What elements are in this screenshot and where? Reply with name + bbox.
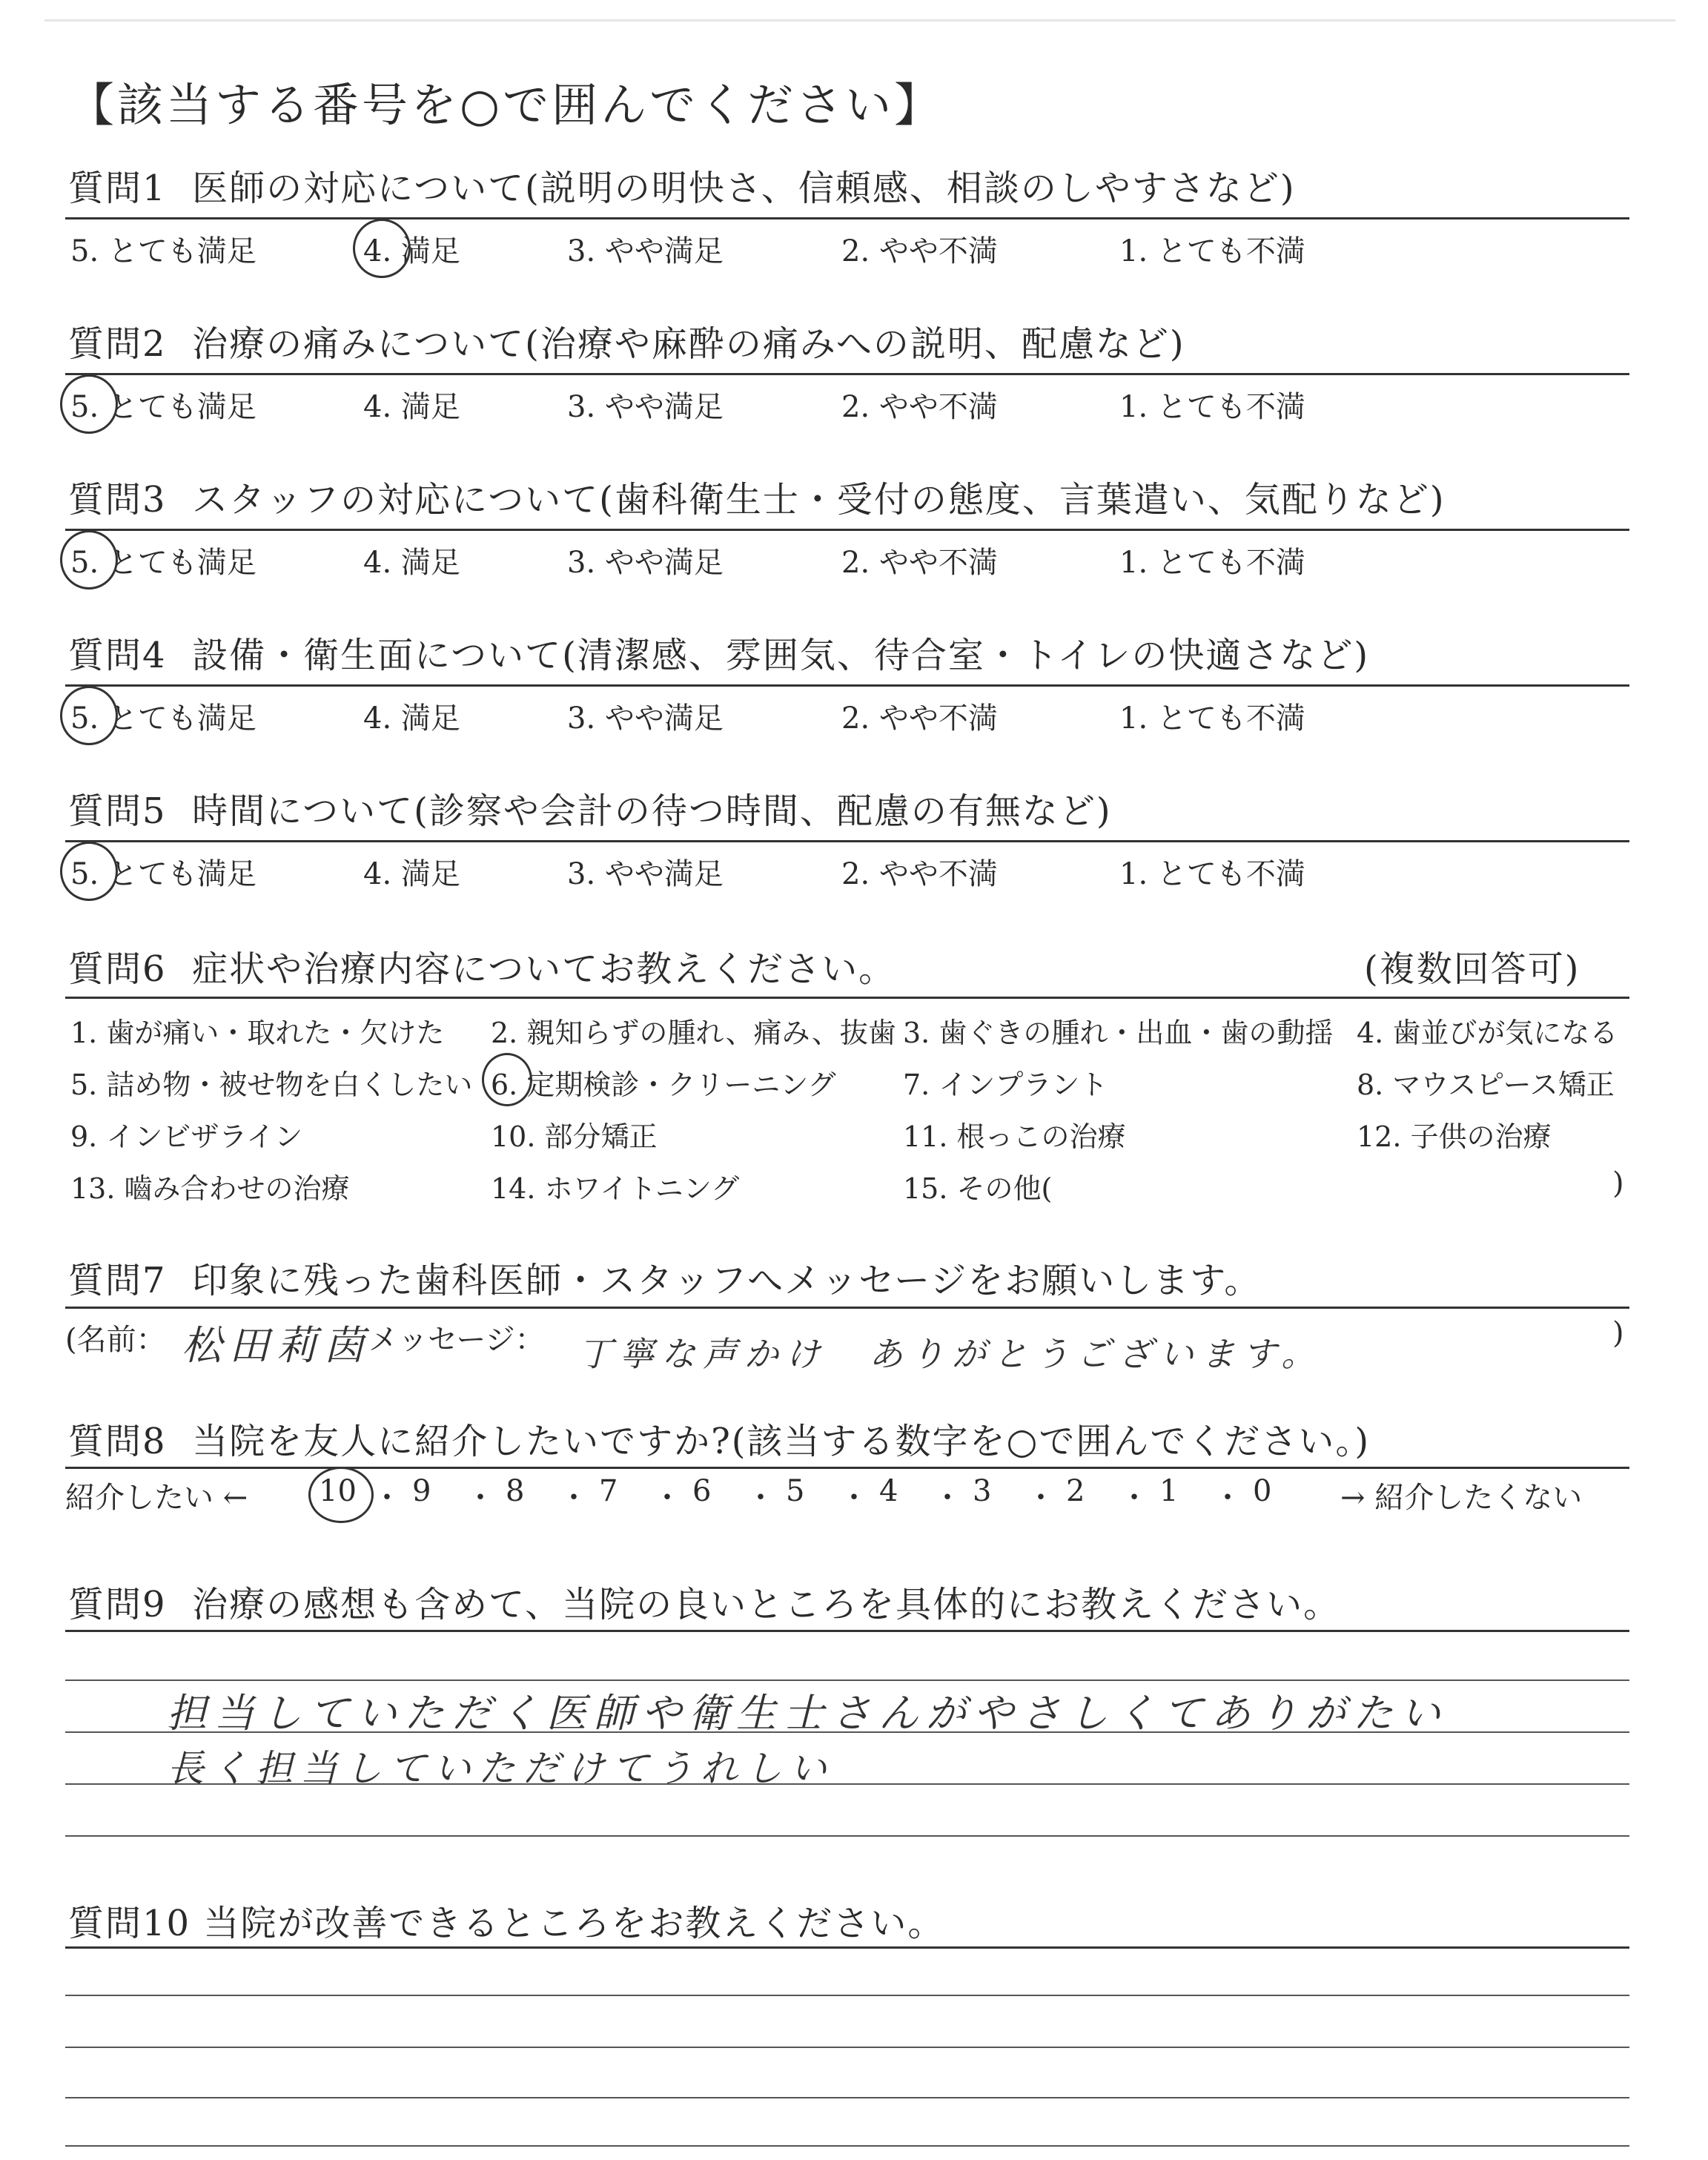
- q4-text: 設備・衛生面について(清潔感、雰囲気、待合室・トイレの快適さなど): [192, 635, 1370, 676]
- q7-heading: [68, 1252, 1261, 1303]
- q2-text: 治療の痛みについて(治療や麻酔の痛みへの説明、配慮など): [192, 323, 1185, 365]
- q6-option[interactable]: 1. 歯が痛い・取れた・欠けた: [70, 1017, 445, 1049]
- q2-option[interactable]: 4. 満足: [363, 390, 460, 424]
- selection-circle: [60, 530, 118, 589]
- q2-option[interactable]: 2. やや不満: [841, 390, 998, 424]
- q1-option[interactable]: 1. とても不満: [1119, 234, 1305, 268]
- q6-option[interactable]: 5. 詰め物・被せ物を白くしたい: [70, 1069, 473, 1101]
- q4-option[interactable]: 4. 満足: [363, 701, 460, 736]
- q9-label: 質問9: [68, 1584, 167, 1625]
- q4-label: 質問4: [68, 635, 167, 676]
- q6-option[interactable]: 10. 部分矯正: [491, 1120, 658, 1153]
- q8-scale-value[interactable]: 6: [692, 1474, 712, 1508]
- q9-text: 治療の感想も含めて、当院の良いところを具体的にお教えください。: [192, 1584, 1341, 1625]
- q8-heading: [68, 1413, 1370, 1464]
- q8-scale-value[interactable]: 2: [1066, 1474, 1085, 1508]
- q3-heading: [68, 471, 1446, 522]
- q10-label: 質問10: [68, 1903, 191, 1944]
- q5-option[interactable]: 4. 満足: [363, 857, 460, 891]
- q6-rule: [65, 997, 1629, 999]
- q9-heading: [68, 1576, 1340, 1627]
- q8-scale-value[interactable]: 8: [506, 1474, 525, 1508]
- q8-separator-dot: ・: [1119, 1481, 1149, 1515]
- q6-option[interactable]: 8. マウスピース矯正: [1357, 1069, 1615, 1101]
- q8-separator-dot: ・: [1026, 1481, 1056, 1515]
- q4-option[interactable]: 3. やや満足: [567, 701, 724, 736]
- scan-edge: [44, 19, 1675, 22]
- q10-rule: [65, 1946, 1629, 1949]
- q8-scale-value[interactable]: 7: [599, 1474, 618, 1508]
- q8-text: 当院を友人に紹介したいですか?(該当する数字を○で囲んでください。): [192, 1421, 1371, 1462]
- q10-heading: [68, 1895, 944, 1946]
- q9-answer-line-1[interactable]: 担当していただく医師や衛生士さんがやさしくてありがたい: [167, 1690, 1448, 1737]
- q6-text: 症状や治療内容についてお教えください。: [192, 948, 896, 990]
- q10-line: [65, 2097, 1629, 2098]
- q1-rule: [65, 217, 1629, 219]
- q2-rule: [65, 373, 1629, 375]
- q7-close: ): [1612, 1316, 1624, 1350]
- q8-separator-dot: ・: [1213, 1481, 1242, 1515]
- q9-line: [65, 1680, 1629, 1681]
- q9-line: [65, 1835, 1629, 1837]
- selection-circle: [60, 374, 118, 434]
- q3-option[interactable]: 5. とても満足: [70, 546, 256, 580]
- q1-option[interactable]: 4. 満足: [363, 234, 460, 268]
- q2-option[interactable]: 1. とても不満: [1119, 390, 1305, 424]
- q3-option[interactable]: 4. 満足: [363, 546, 460, 580]
- q8-separator-dot: ・: [372, 1481, 402, 1515]
- q8-scale-value[interactable]: 0: [1253, 1474, 1272, 1508]
- q5-label: 質問5: [68, 790, 167, 832]
- q8-scale-value[interactable]: 10: [319, 1474, 357, 1508]
- q2-label: 質問2: [68, 323, 167, 365]
- q8-scale-value[interactable]: 4: [879, 1474, 898, 1508]
- q6-option[interactable]: 14. ホワイトニング: [491, 1172, 740, 1205]
- q2-heading: [68, 315, 1185, 366]
- q1-option[interactable]: 2. やや不満: [841, 234, 998, 268]
- q8-scale-value[interactable]: 3: [973, 1474, 992, 1508]
- q9-answer-line-2[interactable]: 長く担当していただけてうれしい: [167, 1747, 834, 1790]
- q1-option[interactable]: 5. とても満足: [70, 234, 256, 268]
- q8-label: 質問8: [68, 1421, 167, 1462]
- q8-separator-dot: ・: [559, 1481, 589, 1515]
- q7-rule: [65, 1307, 1629, 1309]
- q6-option[interactable]: 11. 根っこの治療: [903, 1120, 1126, 1153]
- q7-label: 質問7: [68, 1260, 167, 1301]
- q8-right-label: → 紹介したくない: [1340, 1481, 1583, 1515]
- q6-note: (複数回答可): [1364, 948, 1580, 990]
- selection-circle: [60, 842, 118, 901]
- q6-option[interactable]: 12. 子供の治療: [1357, 1120, 1552, 1153]
- q7-message-label: メッセージ：: [368, 1323, 545, 1357]
- q8-left-label: 紹介したい ←: [65, 1481, 248, 1515]
- q8-scale-value[interactable]: 9: [412, 1474, 431, 1508]
- q8-scale-value[interactable]: 1: [1159, 1474, 1179, 1508]
- q8-rule: [65, 1467, 1629, 1469]
- q2-option[interactable]: 5. とても満足: [70, 390, 256, 424]
- q4-rule: [65, 684, 1629, 687]
- q3-rule: [65, 529, 1629, 531]
- form-title: 【該当する番号を○で囲んでください】: [68, 78, 944, 132]
- q1-label: 質問1: [68, 168, 167, 209]
- q5-heading: [68, 782, 1112, 833]
- q6-option[interactable]: 13. 嚙み合わせの治療: [70, 1172, 350, 1205]
- q6-option[interactable]: 15. その他(: [903, 1172, 1053, 1205]
- q6-option[interactable]: 3. 歯ぐきの腫れ・出血・歯の動揺: [903, 1017, 1334, 1049]
- q8-separator-dot: ・: [746, 1481, 775, 1515]
- q4-option[interactable]: 5. とても満足: [70, 701, 256, 736]
- q6-option[interactable]: 7. インプラント: [903, 1069, 1108, 1101]
- q10-line: [65, 2047, 1629, 2048]
- q6-option[interactable]: 4. 歯並びが気になる: [1357, 1017, 1618, 1049]
- q6-label: 質問6: [68, 948, 167, 990]
- q7-name-value[interactable]: 松田莉茵: [182, 1322, 371, 1369]
- q8-separator-dot: ・: [933, 1481, 962, 1515]
- q7-text: 印象に残った歯科医師・スタッフへメッセージをお願いします。: [192, 1260, 1262, 1301]
- q8-scale-value[interactable]: 5: [786, 1474, 805, 1508]
- q5-option[interactable]: 1. とても不満: [1119, 857, 1305, 891]
- q1-heading: [68, 159, 1296, 211]
- q8-separator-dot: ・: [839, 1481, 869, 1515]
- q8-separator-dot: ・: [466, 1481, 495, 1515]
- q6-option[interactable]: 6. 定期検診・クリーニング: [491, 1069, 836, 1101]
- q1-text: 医師の対応について(説明の明快さ、信頼感、相談のしやすさなど): [192, 168, 1296, 209]
- selection-circle: [353, 219, 411, 278]
- q6-heading: [68, 940, 896, 991]
- q10-text: 当院が改善できるところをお教えください。: [203, 1903, 945, 1944]
- selection-circle: [308, 1467, 374, 1523]
- q5-rule: [65, 840, 1629, 842]
- q8-separator-dot: ・: [652, 1481, 682, 1515]
- q7-message-value[interactable]: 丁寧な声かけ ありがとうございます。: [578, 1334, 1323, 1374]
- q5-option[interactable]: 2. やや不満: [841, 857, 998, 891]
- q5-option[interactable]: 5. とても満足: [70, 857, 256, 891]
- q9-rule: [65, 1630, 1629, 1632]
- q3-label: 質問3: [68, 479, 167, 521]
- q3-option[interactable]: 1. とても不満: [1119, 546, 1305, 580]
- q10-line: [65, 2145, 1629, 2147]
- q4-option[interactable]: 2. やや不満: [841, 701, 998, 736]
- q3-option[interactable]: 3. やや満足: [567, 546, 724, 580]
- q6-option[interactable]: 9. インビザライン: [70, 1120, 303, 1153]
- selection-circle: [60, 686, 118, 745]
- q5-option[interactable]: 3. やや満足: [567, 857, 724, 891]
- q4-heading: [68, 627, 1369, 678]
- q2-option[interactable]: 3. やや満足: [567, 390, 724, 424]
- q6-other-close: ): [1612, 1166, 1624, 1200]
- q7-name-label: (名前：: [65, 1323, 166, 1357]
- q1-option[interactable]: 3. やや満足: [567, 234, 724, 268]
- q5-text: 時間について(診察や会計の待つ時間、配慮の有無など): [192, 790, 1112, 832]
- q3-text: スタッフの対応について(歯科衛生士・受付の態度、言葉遣い、気配りなど): [192, 479, 1446, 521]
- q4-option[interactable]: 1. とても不満: [1119, 701, 1305, 736]
- q6-option[interactable]: 2. 親知らずの腫れ、痛み、抜歯: [491, 1017, 896, 1049]
- q3-option[interactable]: 2. やや不満: [841, 546, 998, 580]
- selection-circle: [482, 1053, 532, 1106]
- q10-line: [65, 1995, 1629, 1996]
